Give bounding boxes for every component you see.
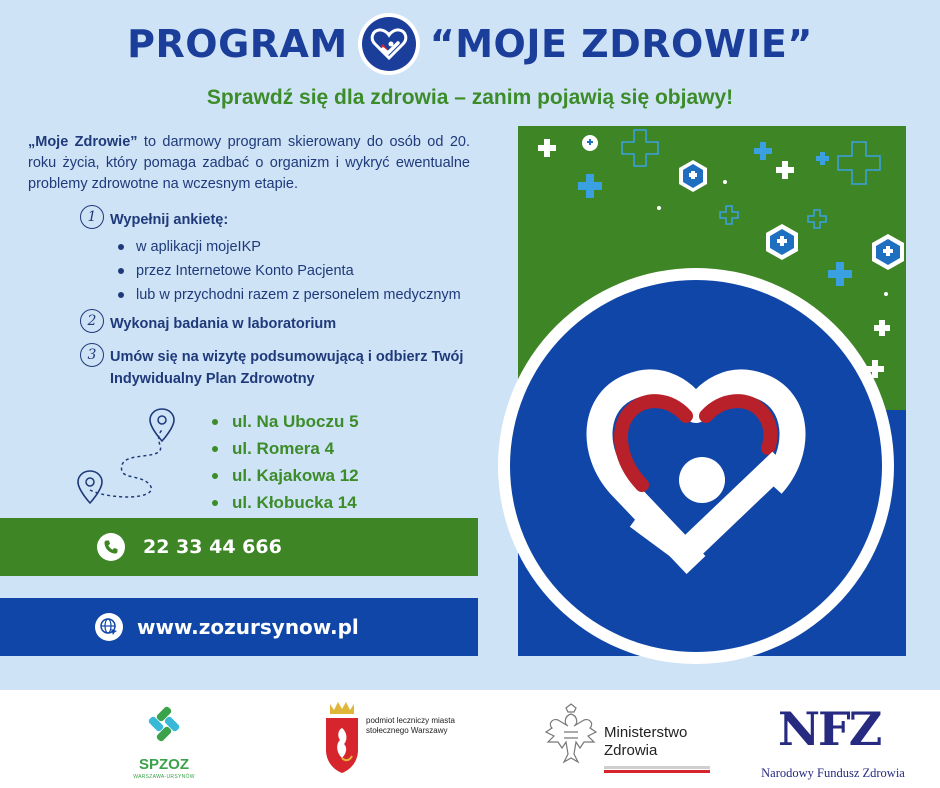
location-pin-icon	[150, 409, 174, 441]
step-number-1: 1	[80, 205, 104, 229]
step-3-label: Umów się na wizytę podsumowującą i odbierz Twój Indywidualny Plan Zdrowotny	[110, 349, 464, 387]
title-moje-zdrowie: “MOJE ZDROWIE”	[429, 22, 813, 66]
nfz-caption: Narodowy Fundusz Zdrowia	[761, 766, 905, 780]
subtitle: Sprawdź się dla zdrowia – zanim pojawią się objawy!	[206, 86, 734, 109]
warsaw-logo	[322, 700, 482, 780]
spzoz-name: SPZOZ	[138, 756, 189, 773]
moje-zdrowie-logo	[498, 268, 894, 664]
website-link[interactable]: www.zozursynow.pl	[137, 615, 359, 639]
nfz-logo	[748, 702, 918, 786]
ministry-of-health-logo	[544, 702, 714, 782]
step-2	[80, 312, 336, 336]
step-3	[80, 346, 480, 390]
polish-eagle-icon	[544, 702, 598, 768]
list-item: ul. Kłobucka 14	[212, 489, 359, 516]
page-title	[0, 14, 940, 74]
list-item: ul. Romera 4	[212, 435, 359, 462]
footer-logos	[0, 690, 940, 788]
step-2-label: Wykonaj badania w laboratorium	[110, 316, 337, 332]
website-bar	[0, 598, 478, 656]
spzoz-subtitle: WARSZAWA-URSYNÓW	[133, 774, 195, 780]
spzoz-emblem-icon	[144, 704, 184, 744]
ministry-name: Ministerstwo Zdrowia	[604, 724, 688, 759]
step-1	[80, 208, 228, 232]
step-1-label: Wypełnij ankietę:	[110, 212, 229, 228]
intro-paragraph	[28, 132, 470, 195]
phone-bar	[0, 518, 478, 576]
list-item: ul. Na Uboczu 5	[212, 408, 359, 435]
globe-icon	[95, 613, 123, 641]
phone-icon	[97, 533, 125, 561]
phone-number[interactable]: 22 33 44 666	[143, 536, 282, 558]
list-item: przez Internetowe Konto Pacjenta	[118, 259, 461, 283]
nfz-mark: NFZ	[778, 702, 881, 756]
title-program: PROGRAM	[127, 22, 348, 66]
heart-check-icon	[358, 13, 420, 75]
spzoz-logo	[124, 702, 204, 788]
list-item: ul. Kajakowa 12	[212, 462, 359, 489]
step-number-2: 2	[80, 309, 104, 333]
intro-text: to darmowy program skierowany do osób od 20. roku życia, który pomaga zadbać o organizm i wykryć ewentualne problemy zdrowotne na wczesnym etapie.	[28, 134, 470, 192]
step-number-3: 3	[80, 343, 104, 367]
warsaw-caption: podmiot leczniczy miasta stołecznego Warszawy	[366, 716, 455, 735]
heart-check-icon	[510, 280, 882, 652]
route-map-icon	[70, 405, 200, 515]
intro-program-name: „Moje Zdrowie”	[28, 134, 138, 150]
warsaw-crest-icon	[322, 700, 362, 774]
list-item: lub w przychodni razem z personelem medycznym	[118, 283, 461, 307]
list-item: w aplikacji mojeIKP	[118, 235, 461, 259]
survey-options-list	[118, 235, 461, 307]
address-list	[212, 408, 359, 516]
location-pin-icon	[78, 471, 102, 503]
